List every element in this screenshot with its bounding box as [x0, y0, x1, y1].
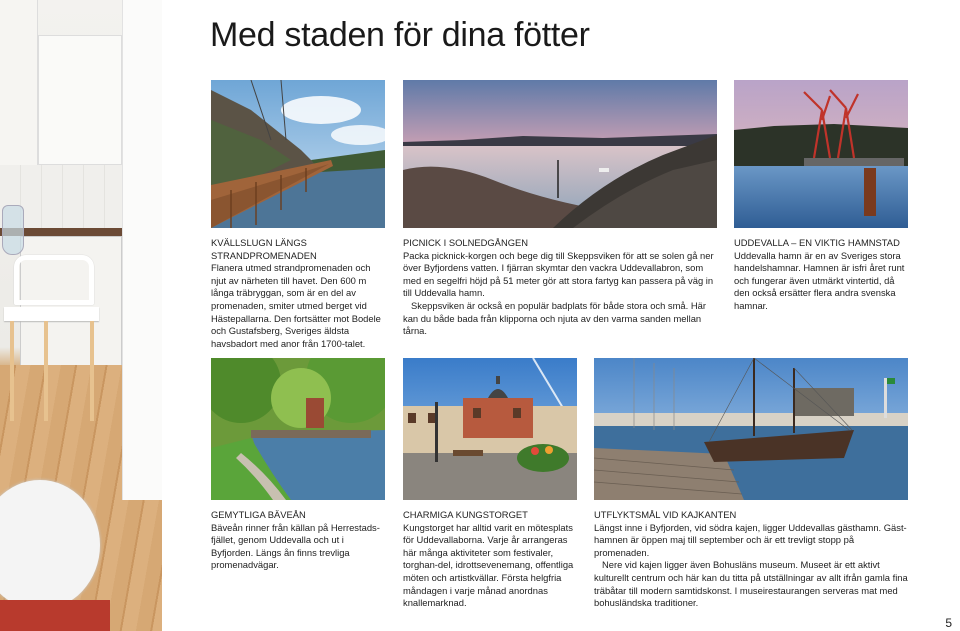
section-heading: GEMYTLIGA BÄVEÅN	[211, 509, 306, 520]
town-square-photo	[403, 358, 577, 500]
section-heading: CHARMIGA KUNGSTORGET	[403, 509, 528, 520]
section-kajkanten	[594, 509, 910, 610]
section-paragraph: Skeppsviken är också en populär badplats för både stora och små. Här kan du både bada från klipporna och njuta av den varma sanden mellan tårna.	[403, 299, 706, 337]
harbor-boats-photo	[594, 358, 908, 500]
section-paragraph: Längst inne i Byfjorden, vid södra kajen, ligger Uddevallas gästhamn. Gäst-hamnen är öppen maj till september och är ett trevligt stopp på promenaden.	[594, 521, 907, 558]
section-kungstorget	[403, 509, 579, 610]
sunset-bay-photo	[403, 80, 717, 228]
section-paragraph: Uddevalla hamn är en av Sveriges stora handelshamnar. Hamnen är isfri året runt och fungerar även utmärkt vintertid, då den också ersätter flera andra svenska hamnar.	[734, 249, 905, 311]
section-baveaan	[211, 509, 387, 572]
section-heading: UTFLYKTSMÅL VID KAJKANTEN	[594, 509, 737, 520]
section-paragraph: Packa picknick-korgen och bege dig till Skeppsviken för att se solen gå ner över Byfjordens vatten. I fjärran skymtar den vackra Uddevallabron, som med en segelfri höjd på 51 meter gör att stora fartyg kan passera på väg in till Uddevalla hamn.	[403, 249, 714, 299]
section-heading: KVÄLLSLUGN LÄNGS STRANDPROMENADEN	[211, 237, 317, 261]
page-title: Med staden för dina fötter	[210, 16, 590, 54]
section-kvallslugn	[211, 237, 387, 350]
section-heading: UDDEVALLA – EN VIKTIG HAMNSTAD	[734, 237, 900, 248]
kitchen-interior-photo	[0, 0, 162, 631]
section-paragraph: Flanera utmed strandpromenaden och njut av närheten till havet. Den 600 m långa träbryggan, som är en del av promenaden, smiter utmed berget vid Hästepallarna. Den fortsätter mot Bodele och Gustafsberg, Sveriges äldsta havsbadort med anor från 1700-talet.	[211, 262, 381, 349]
section-picnick	[403, 237, 717, 338]
section-paragraph: Kungstorget har alltid varit en mötesplats för Uddevallaborna. Varje år arrangeras här många aktiviteter som festivaler, torghan-del, idrottsevenemang, offentliga möten och artistkvällar. Första helgfria måndagen i varje månad anordnas knallemarknad.	[403, 521, 574, 609]
page-number: 5	[945, 616, 952, 630]
section-paragraph: Bäveån rinner från källan på Herrestads-fjället, genom Uddevalla och ut i Byfjorden. Längs ån finns trevliga promenadvägar.	[211, 521, 380, 571]
section-hamnstad	[734, 237, 910, 313]
river-park-photo	[211, 358, 385, 500]
boardwalk-photo	[211, 80, 385, 228]
section-paragraph: Nere vid kajen ligger även Bohusläns museum. Museet är ett aktivt kulturellt centrum och här kan du titta på utställningar av allt ifrån gamla fina träbåtar till modern samtidskonst. I museirestaurangen serveras mat med bohusländska traditioner.	[594, 559, 908, 609]
harbor-cranes-photo	[734, 80, 908, 228]
section-heading: PICNICK I SOLNEDGÅNGEN	[403, 237, 529, 248]
